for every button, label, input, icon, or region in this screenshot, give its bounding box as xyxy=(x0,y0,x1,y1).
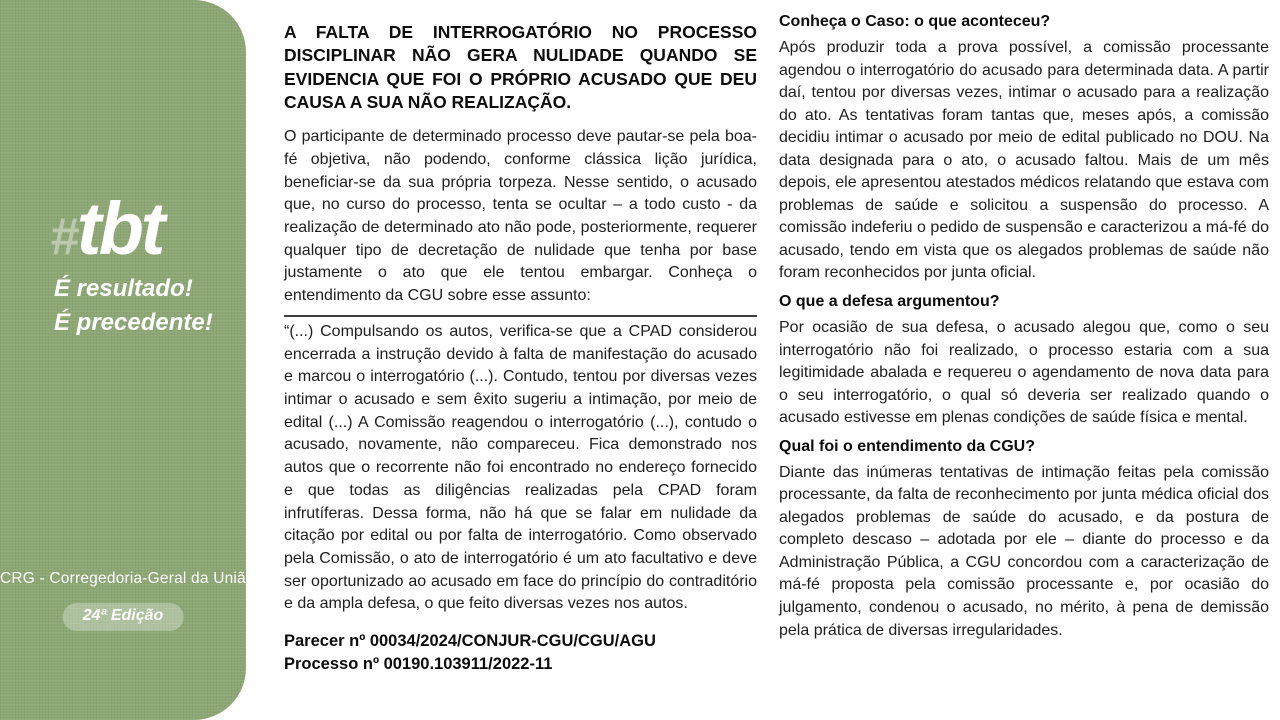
tbt-logo xyxy=(50,186,162,271)
tagline xyxy=(54,272,213,340)
tagline-line-1: É resultado! xyxy=(54,275,193,302)
hashtag-glyph: # xyxy=(50,208,77,266)
section-case-body: Após produzir toda a prova possível, a comissão processante agendou o interrogatório do acusado para determinada data. A partir daí, tentou por diversas vezes, intimar o acusado para a realização do ato. As tentativas foram tantas que, meses após, a comissão decidiu intimar o acusado por meio de edital publicado no DOU. Na data designada para o ato, o acusado faltou. Mais de um mês depois, ele apresentou atestados médicos relatando que estava com problemas de saúde e solicitou a suspensão do processo. A comissão indeferiu o pedido de suspensão e caracterizou a má-fé do acusado, tendo em vista que os alegados problemas de saúde não foram reconhecidos por junta oficial. xyxy=(779,39,1269,282)
section-defense-heading: O que a defesa argumentou? xyxy=(779,293,1000,311)
section-ruling xyxy=(779,438,1269,642)
reference-block xyxy=(284,630,757,676)
section-case xyxy=(779,13,1269,285)
intro-paragraph: O participante de determinado processo deve pautar-se pela boa-fé objetiva, não podendo, conforme clássica lição jurídica, beneficiar-se da sua própria torpeza. Nesse sentido, o acusado que, no curso do processo, tenta se ocultar – a todo custo - da realização de determinado ato não pode, posteriormente, requerer qualquer tipo de decretação de nulidade que tenha por base justamente o ato que ele tentou embargar. Conheça o entendimento da CGU sobre esse assunto: xyxy=(284,128,757,305)
edition-badge: 24ª Edição xyxy=(63,603,184,631)
section-case-heading: Conheça o Caso: o que aconteceu? xyxy=(779,13,1051,30)
organization-name: CRG - Corregedoria-Geral da União xyxy=(0,570,255,587)
qa-column xyxy=(779,13,1269,649)
reference-parecer: Parecer nº 00034/2024/CONJUR-CGU/CGU/AGU xyxy=(284,632,656,651)
reference-processo: Processo nº 00190.103911/2022-11 xyxy=(284,654,553,673)
tbt-logo-text: tbt xyxy=(76,187,163,270)
section-ruling-heading: Qual foi o entendimento da CGU? xyxy=(779,437,1035,455)
page-title: A FALTA DE INTERROGATÓRIO NO PROCESSO DISCIPLINAR NÃO GERA NULIDADE QUANDO SE EVIDENCIA QUE FOI O PRÓPRIO ACUSADO QUE DEU CAUSA A SUA NÃO REALIZAÇÃO. xyxy=(284,22,757,112)
section-defense xyxy=(779,293,1269,430)
tagline-line-2: É precedente! xyxy=(54,309,213,336)
main-column xyxy=(284,21,757,676)
section-defense-body: Por ocasião de sua defesa, o acusado alegou que, como o seu interrogatório não foi realizado, o processo estaria com a sua legitimidade abalada e requereu o agendamento de nova data para o seu interrogatório, o qual só deveria ser realizado quando o acusado estivesse em plenas condições de saúde física e mental. xyxy=(779,319,1269,427)
section-ruling-body: Diante das inúmeras tentativas de intimação feitas pela comissão processante, da falta de reconhecimento por junta médica oficial dos alegados problemas de saúde do acusado, e da postura de completo descaso – adotada por ele – diante do processo e da Administração Pública, a CGU concordou com a caracterização de má-fé proposta pela comissão processante e, por ocasião do julgamento, condenou o acusado, no mérito, à pena de demissão pela prática de diversas irregularidades. xyxy=(779,463,1269,639)
cgu-quote-paragraph: “(...) Compulsando os autos, verifica-se que a CPAD considerou encerrada a instrução devido à falta de manifestação do acusado e marcou o interrogatório (...). Contudo, tentou por diversas vezes intimar o acusado e sem êxito sugeriu a intimação, por meio de edital (...) A Comissão reagendou o interrogatório (...), contudo o acusado, novamente, não compareceu. Fica demonstrado nos autos que o recorrente não foi encontrado no endereço fornecido e que todas as diligências realizadas pela CPAD foram infrutíferas. Dessa forma, não há que se falar em nulidade da citação por edital ou por falta de interrogatório. Como observado pela Comissão, o ato de interrogatório é um ato facultativo e deve ser oportunizado ao acusado em face do princípio do contraditório e da ampla defesa, o que feito diversas vezes nos autos. xyxy=(284,322,757,613)
green-side-panel xyxy=(0,0,255,720)
divider-line xyxy=(284,315,757,317)
